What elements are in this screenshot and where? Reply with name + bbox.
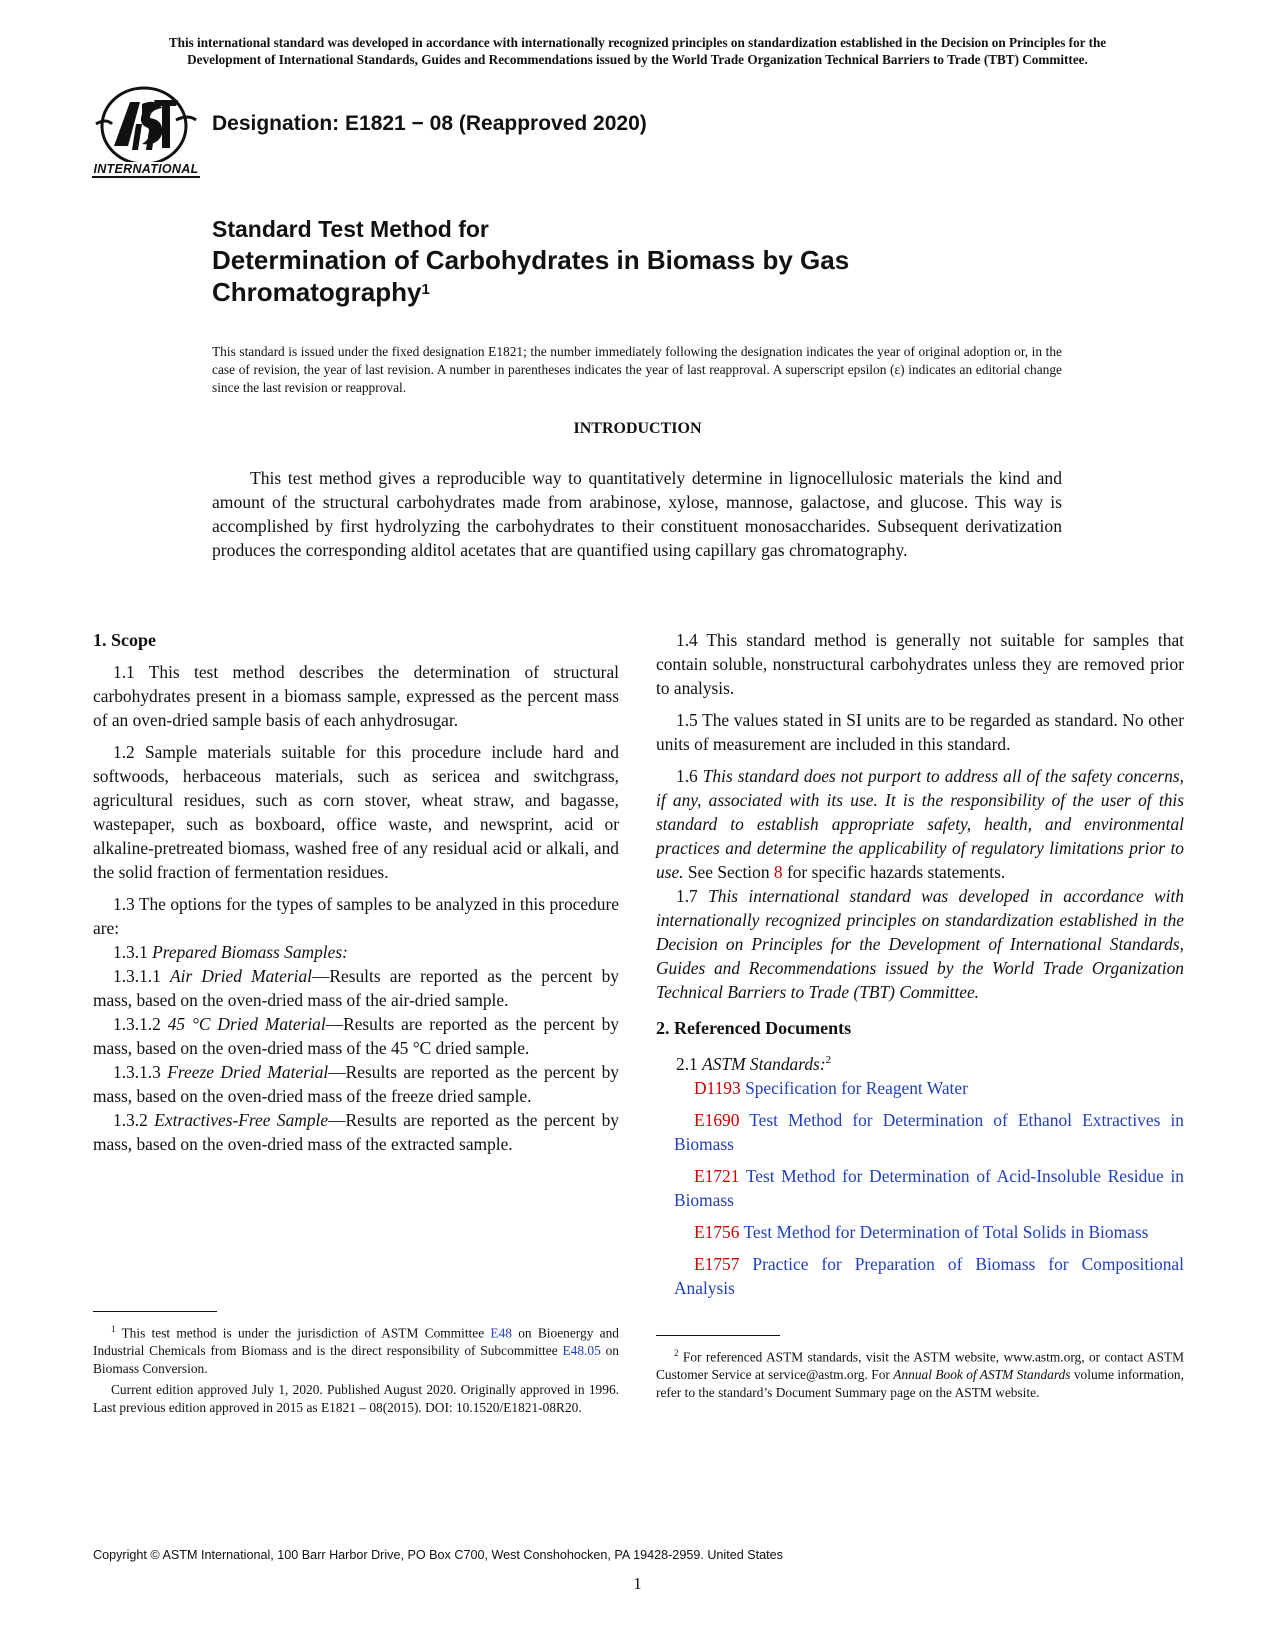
footnote-1-para [93,1320,619,1378]
footnote-rule-right [656,1335,780,1336]
document-title [212,214,849,308]
para-1-7-num: 1.7 [676,886,698,906]
para-1-3-1-1-title: Air Dried Material [170,966,312,986]
para-1-6-tail-b: for specific hazards statements. [786,862,1006,882]
footnote-1-text-a: This test method is under the jurisdiction of ASTM Committee [121,1325,485,1341]
para-1-3-1-2-title: 45 °C Dried Material [167,1014,326,1034]
wto-notice-line2: Development of International Standards, Guides and Recommendations issued by the World Trade Organization Technical Barriers to Trade (TBT) Committee. [187,52,1088,67]
designation: Designation: E1821 − 08 (Reapproved 2020) [212,112,647,135]
footnote-1-mark: 1 [111,1324,116,1334]
footnote-2 [656,1344,1184,1405]
reference-item[interactable] [656,1076,1184,1100]
footnote-rule-left [93,1311,217,1312]
page-number: 1 [633,1574,642,1593]
reference-item[interactable] [656,1164,1184,1212]
reference-item[interactable] [656,1252,1184,1300]
right-column [656,628,1184,1308]
title-footnote-mark: 1 [421,281,430,298]
copyright: Copyright © ASTM International, 100 Barr Harbor Drive, PO Box C700, West Conshohocken, PA 19428-2959. United States [93,1548,783,1562]
para-1-5: 1.5 The values stated in SI units are to be regarded as standard. No other units of measurement are included in this standard. [656,710,1184,754]
subcommittee-e48-05-link[interactable]: E48.05 [562,1343,601,1359]
section-8-link[interactable]: 8 [773,862,783,882]
para-1-3-1-2-text: —Results are reported as the percent by mass, based on the oven-dried mass of the 45 °C dried sample. [93,1014,619,1058]
reference-code[interactable]: E1690 [694,1109,740,1130]
para-1-3-1-2-num: 1.3.1.2 [113,1014,161,1034]
para-1-6-num: 1.6 [676,766,698,786]
footnote-2-text-b: volume information, refer to the standard’s Document Summary page on the ASTM website. [656,1367,1184,1401]
para-1-3: 1.3 The options for the types of samples to be analyzed in this procedure are: [93,894,619,938]
footnote-2-italic: Annual Book of ASTM Standards [893,1367,1071,1383]
para-1-3-1-title: Prepared Biomass Samples: [152,942,348,962]
introduction-heading: INTRODUCTION [573,420,702,437]
reference-code[interactable]: E1757 [694,1253,740,1274]
scope-heading: 1. Scope [93,630,156,650]
footnote-2-mark: 2 [674,1348,679,1358]
wto-notice-line1: This international standard was developed in accordance with internationally recognized principles on standardization established in the Decision on Principles for the [168,35,1107,50]
footnote-2-para [656,1344,1184,1402]
para-1-3-1-3-text: —Results are reported as the percent by mass, based on the oven-dried mass of the freeze dried sample. [93,1062,620,1106]
para-1-3-1-3-title: Freeze Dried Material [167,1062,329,1082]
title-line3-text: Chromatography [212,277,422,307]
para-1-7-italic: This international standard was developed in accordance with internationally recognized principles on standardization established in the Decision on Principles for the Development of International Standards, Guides and Recommendations issued by the World Trade Organization Technical Barriers to Trade (TBT) Committee. [656,886,1184,1002]
reference-list [656,1076,1184,1300]
footnote-1-text-b: on Bioenergy and Industrial Chemicals from Biomass and is the direct responsibility of Subcommittee [93,1325,619,1359]
para-1-6-tail-a: See Section [687,862,770,882]
reference-title[interactable]: Test Method for Determination of Ethanol Extractives in Biomass [674,1109,1185,1154]
para-1-3-1-1-num: 1.3.1.1 [113,966,161,986]
reference-item[interactable] [656,1108,1184,1156]
para-2-1-num: 2.1 [676,1053,698,1074]
wto-notice [80,34,1195,68]
para-1-3-2-text: —Results are reported as the percent by mass, based on the oven-dried mass of the extracted sample. [93,1110,619,1154]
para-1-3-2-num: 1.3.2 [113,1110,148,1130]
introduction-paragraph: This test method gives a reproducible way to quantitatively determine in lignocellulosic materials the kind and amount of the structural carbohydrates made from arabinose, xylose, mannose, galactose, and glucose. This way is accomplished by first hydrolyzing the carbohydrates to their constituent monosaccharides. Subsequent derivatization produces the corresponding alditol acetates that are quantified using capillary gas chromatography. [212,468,1062,560]
reference-code[interactable]: E1721 [694,1165,740,1186]
para-1-7 [656,884,1184,1004]
astm-logo [92,84,200,180]
para-1-3-1-3 [93,1060,619,1108]
title-line1: Standard Test Method for [212,216,489,242]
committee-e48-link[interactable]: E48 [490,1325,512,1341]
para-1-3-1-1 [93,964,619,1012]
para-1-1: 1.1 This test method describes the determination of structural carbohydrates present in a biomass sample, expressed as the percent mass of an oven-dried sample basis of each anhydrosugar. [93,662,619,730]
para-1-4: 1.4 This standard method is generally not suitable for samples that contain soluble, nonstructural carbohydrates unless they are removed prior to analysis. [656,630,1184,698]
para-1-3-1-2 [93,1012,619,1060]
para-1-3-1-3-num: 1.3.1.3 [113,1062,161,1082]
para-1-3-1-num: 1.3.1 [113,942,148,962]
para-1-3-2-title: Extractives-Free Sample [154,1110,329,1130]
footnote-2-text-a: For referenced ASTM standards, visit the ASTM website, www.astm.org, or contact ASTM Customer Service at service@astm.org. For [656,1349,1184,1383]
astm-logo-text: INTERNATIONAL [93,162,199,176]
reference-title[interactable]: Specification for Reagent Water [745,1077,968,1098]
reference-title[interactable]: Test Method for Determination of Acid-Insoluble Residue in Biomass [674,1165,1184,1210]
issued-statement: This standard is issued under the fixed designation E1821; the number immediately following the designation indicates the year of original adoption or, in the case of revision, the year of last revision. A number in parentheses indicates the year of last reapproval. A superscript epsilon (ε) indicates an editorial change since the last revision or reapproval. [212,344,1062,395]
reference-item[interactable] [656,1220,1184,1244]
reference-title[interactable]: Practice for Preparation of Biomass for Compositional Analysis [674,1253,1184,1298]
para-1-6 [656,764,1184,884]
para-2-1 [656,1048,1184,1076]
para-1-3-1-1-text: —Results are reported as the percent by mass, based on the oven-dried mass of the air-dried sample. [93,966,619,1010]
footnote-1-text-c: on Biomass Conversion. [93,1343,619,1377]
reference-code[interactable]: E1756 [694,1221,740,1242]
para-1-3-1 [93,940,619,964]
para-1-3-2 [93,1108,619,1156]
left-column [93,628,619,1156]
introduction-body [212,466,1062,562]
para-2-1-title: ASTM Standards: [702,1053,826,1074]
referenced-documents-heading: 2. Referenced Documents [656,1018,852,1038]
title-line2: Determination of Carbohydrates in Biomass by Gas [212,245,850,275]
para-2-1-footnote-mark: 2 [825,1054,832,1066]
para-1-6-italic: This standard does not purport to address all of the safety concerns, if any, associated with its use. It is the responsibility of the user of this standard to establish appropriate safety, health, and environmental practices and determine the applicability of regulatory limitations prior to use. [656,766,1184,882]
reference-code[interactable]: D1193 [694,1077,741,1098]
reference-title[interactable]: Test Method for Determination of Total Solids in Biomass [743,1221,1149,1242]
para-1-2: 1.2 Sample materials suitable for this procedure include hard and softwoods, herbaceous materials, such as sericea and switchgrass, agricultural residues, such as corn stover, wheat straw, and bagasse, wastepaper, such as boxboard, office waste, and newsprint, acid or alkaline-pretreated biomass, washed free of any residual acid or alkali, and the solid fraction of fermentation residues. [93,742,619,882]
footnote-1 [93,1320,619,1420]
footnote-1-edition: Current edition approved July 1, 2020. Published August 2020. Originally approved in 1996. Last previous edition approved in 2015 as E1821 – 08(2015). DOI: 10.1520/E1821-08R20. [93,1382,619,1416]
title-line3 [212,276,849,308]
